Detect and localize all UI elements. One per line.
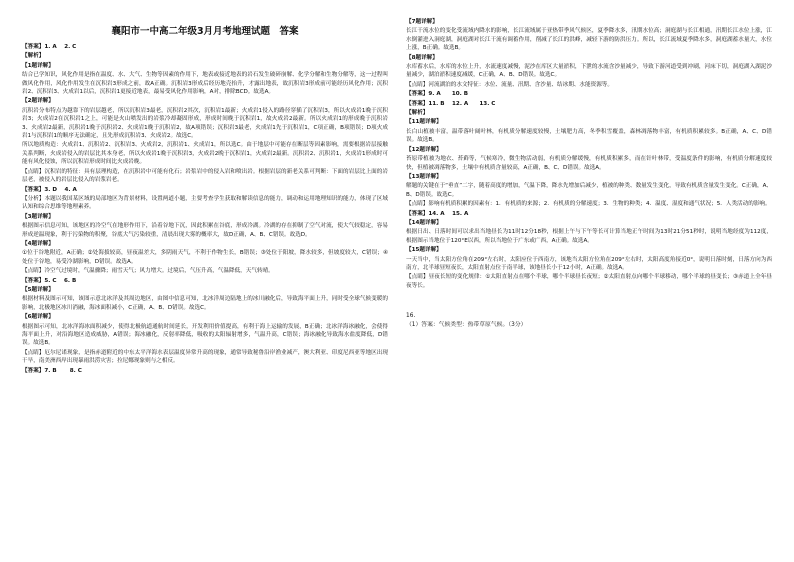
explanation-paragraph: 【点睛】昼夜长短的变化规律：①太阳直射点在哪个半球，哪个半球昼长夜短；②太阳直射点向哪个半球移动，哪个半球的昼变长；③赤道上全年昼夜等长。: [406, 274, 772, 289]
explanation-paragraph: 【分析】本题以我国某区域的局部地区为背景材料，设置两道小题，主要考查学生获取和解读信息的能力，调动和运用地理知识的能力，体现了区域认知和综合思维等地理素养。: [22, 195, 388, 211]
right-column: [406, 18, 772, 552]
explanation-paragraph: 一天当中，当太阳方位角在209°左右时，太阳应位于西南方，该地当太阳方位角在209°左右时，太阳高度角接近0°，说明日落时刻，日落方向为西南方，北半球昼短夜长，太阳直射点位于南半球，该地昼长小于12小时，A正确。故选A。: [406, 256, 772, 271]
explanation-paragraph: 【点睛】沉积岩的特征：具有层理构造，在沉积岩中可能有化石；岩浆岩中的侵入岩和喷出岩。根据岩层的新老关系可判断：下面的岩层比上面的岩层老，被侵入的岩层比侵入的岩浆岩老。: [22, 168, 388, 184]
section-heading: 【12题详解】: [406, 146, 442, 153]
right-flow: [406, 18, 772, 290]
answer-line: 【答案】9. A 10. B: [406, 91, 468, 98]
answer-line: 【答案】14. A 15. A: [406, 210, 469, 217]
section-heading: 【3题详解】: [22, 213, 54, 220]
answer-line: 【答案】5. C 6. B: [22, 277, 77, 284]
section-heading: 【11题详解】: [406, 119, 442, 126]
section-heading: 【5题详解】: [22, 286, 54, 293]
explanation-paragraph: 【点睛】厄尔尼诺现象，是指赤道附近的中东太平洋海水表层温度异常升高的现象，通常导致秘鲁沿岸渔业减产，澳大利亚、印度尼西亚等地区出现干旱，南美洲西岸出现暴雨洪涝灾害；拉尼娜现象则与之相反。: [22, 349, 388, 365]
answer-line: 【答案】1. A 2. C: [22, 44, 77, 50]
explanation-paragraph: 【点睛】影响有机质积累的因素有：1．有机质的来源；2．有机质的分解速度；3．生物的种类；4．温度、湿度和通气状况；5．人类活动的影响。: [406, 201, 771, 208]
answer-line: 【答案】11. B 12. A 13. C: [406, 100, 496, 107]
section-heading: 【4题详解】: [22, 240, 54, 247]
explanation-paragraph: 结合已学知识，风化作用是指在温度、水、大气、生物等因素的作用下，地表或接近地表的岩石发生破碎崩解、化学分解和生物分解等，这一过程叫做风化作用，风化作用发生在沉积岩3形成之前，故A正确。沉积岩3形成后经历地壳抬升，才露出地表，故沉积岩3形成前可能经历风化作用；沉积岩2、沉积岩3、火成岩1以后，沉积岩1更接近地表，最易受风化作用影响，A对，排除BCD。故选A。: [22, 72, 388, 96]
page-title: 襄阳市一中高二年级3月月考地理试题 答案: [111, 26, 299, 37]
explanation-paragraph: 【点睛】冷空气过境时，气温骤降；雨雪天气；风力增大。过境后，气压升高，气温降低，天气转晴。: [22, 268, 274, 275]
section-heading: 【13题详解】: [406, 173, 442, 180]
explanation-paragraph: 根据图示信息可知，该地区的冷空气在地形作用下，沿着谷地下沉，因此积累在谷底，形成冷湖。冷湖的存在抑制了空气对流，使大气较稳定，容易形成逆温现象，利于污染物的积聚，谷底大气污染较重，清晨出现大雾的概率大，故D正确，A、B、C错误。故选D。: [22, 223, 388, 238]
left-column: [22, 18, 388, 552]
question-16-answer: （1）答案：气候类型：热带草原气候。（3分）: [406, 322, 527, 329]
explanation-paragraph: 水库蓄水后，水库的水位上升，水流速度减慢，泥沙在库区大量淤积，下泄的水流含沙量减少，导致下游河道受到冲刷，河床下切，洞庭湖入湖泥沙量减少，湖泊淤积速度减缓，C正确，A、B、D错误。故选C。: [406, 64, 772, 79]
explanation-paragraph: 根据图示可知，北冰洋海冰面积减少，使得北极航道通航时间延长，开发利用价值提高，有利于海上运输的发展，B正确；北冰洋海冰融化，会使得海平面上升，对沿海地区造成威胁，A错误；海冰融化，反射率降低，吸收的太阳辐射增多，气温升高，C错误；海冰融化导致海水盐度降低，D错误。故选B。: [22, 323, 388, 347]
question-16: [406, 312, 772, 330]
explanation-paragraph: 沉积岩分布特点为越靠下的岩层越老，所以沉积岩3最老，沉积岩2其次，沉积岩1最新；火成岩1侵入的路径穿插了沉积岩3，所以火成岩1晚于沉积岩3；火成岩2在沉积岩1之上，可能是火山喷发出的岩浆冷却凝固形成，形成时间晚于沉积岩1，故火成岩2最新。所以火成岩1的形成晚于沉积岩3、火成岩2最新，沉积岩1晚于沉积岩2、火成岩1晚于沉积岩2，故A项错误；沉积岩3最老，火成岩1先于沉积岩1，C项正确，B项错误；D项火成岩1与沉积岩1的顺序无法确定，且先形成沉积岩3、火成岩2。故选C。: [22, 107, 388, 140]
section-heading: 【15题详解】: [406, 247, 442, 254]
question-16-number: 16.: [406, 313, 416, 320]
section-heading: 【6题详解】: [22, 314, 54, 321]
left-flow: [22, 43, 388, 375]
explanation-paragraph: 所以地质构造：火成岩1、沉积岩2、沉积岩3、火成岩2，沉积岩1、火成岩1，所以选C。由于地层中可能存在断层等因素影响，需要根据岩层接触关系判断，火成岩侵入的岩层比其本身老，所以火成岩1晚于沉积岩3，火成岩2晚于沉积岩1，火成岩2最新。沉积岩2、沉积岩1，火成岩1形成时可能有风化侵蚀，所以沉积岩形成时间比火成岩晚。: [22, 142, 388, 166]
section-heading: 【解析】: [22, 53, 45, 60]
explanation-paragraph: 长白山植被丰富，温带落叶阔叶林，有机质分解速度较慢，土壤肥力高，冬季积雪覆盖，森林凋落物丰富，有机质积累较多。B正确，A、C、D错误。故选B。: [406, 128, 772, 144]
section-heading: 【解析】: [406, 110, 429, 117]
explanation-paragraph: ①位于谷地附近，A正确；②处海拔较高，昼夜温差大，多阴雨天气，不利于作物生长，B错误；③处位于阳坡，降水较多，但坡度较大，C错误；④处位于谷地，易受冷湖影响，D错误。故选A。: [22, 250, 388, 265]
explanation-paragraph: 【点睛】河流湖泊的水文特征：水位、流量、汛期、含沙量、结冰期、水能资源等。: [406, 81, 613, 88]
explanation-paragraph: 根据日出、日落时间可以求出当地昼长为11时12分18秒，根据上午与下午等长可计算当地正午时间为13时21分51秒时，说明当地经度为112度，根据图示当地位于120°E以西，所以当地位于广东或广西，A正确。故选A。: [406, 229, 772, 244]
section-heading: 【14题详解】: [406, 219, 442, 226]
section-heading: 【7题详解】: [406, 19, 438, 25]
answer-line: 【答案】3. D 4. A: [22, 186, 77, 193]
section-heading: 【8题详解】: [406, 54, 438, 61]
answer-line: 【答案】7. B 8. C: [22, 367, 82, 374]
explanation-paragraph: 根据材料及图示可知，该图示意北冰洋及其周边地区，由图中信息可知，北冰洋周边陆地上的冰川融化后，导致海平面上升，同时受全球气候变暖的影响，北极地区冰川消融，海冰面积减小，C正确，A、B、D错误。故选C。: [22, 296, 388, 311]
section-heading: 【1题详解】: [22, 62, 54, 69]
explanation-paragraph: 苔原带植被为地衣、苔藓等，气候寒冷，微生物活动弱，有机质分解缓慢，有机质积累多，而在针叶林带，受温度条件的影响，有机质分解速度较快，但植被凋落物多，土壤中有机质含量较高，A正确，B、C、D错误。故选A。: [406, 156, 772, 171]
explanation-paragraph: 长江干流水位的变化受流域内降水的影响，长江流域属于亚热带季风气候区，夏季降水多，汛期水位高；洞庭湖与长江相通，汛期长江水位上涨，江水倒灌进入洞庭湖，洞庭湖对长江干流有调蓄作用，削减了长江的洪峰，减轻下游的防洪压力。所以，长江流域夏季降水多，洞庭湖蓄水量大，水位上涨，B正确。故选B。: [406, 28, 772, 52]
section-heading: 【2题详解】: [22, 98, 54, 105]
explanation-paragraph: 解题的关键在于“垂直”二字，随着高度的增加，气温下降，降水先增加后减少，植被的种类、数量发生变化，导致有机质含量发生变化。C正确，A、B、D错误。故选C。: [406, 183, 772, 198]
